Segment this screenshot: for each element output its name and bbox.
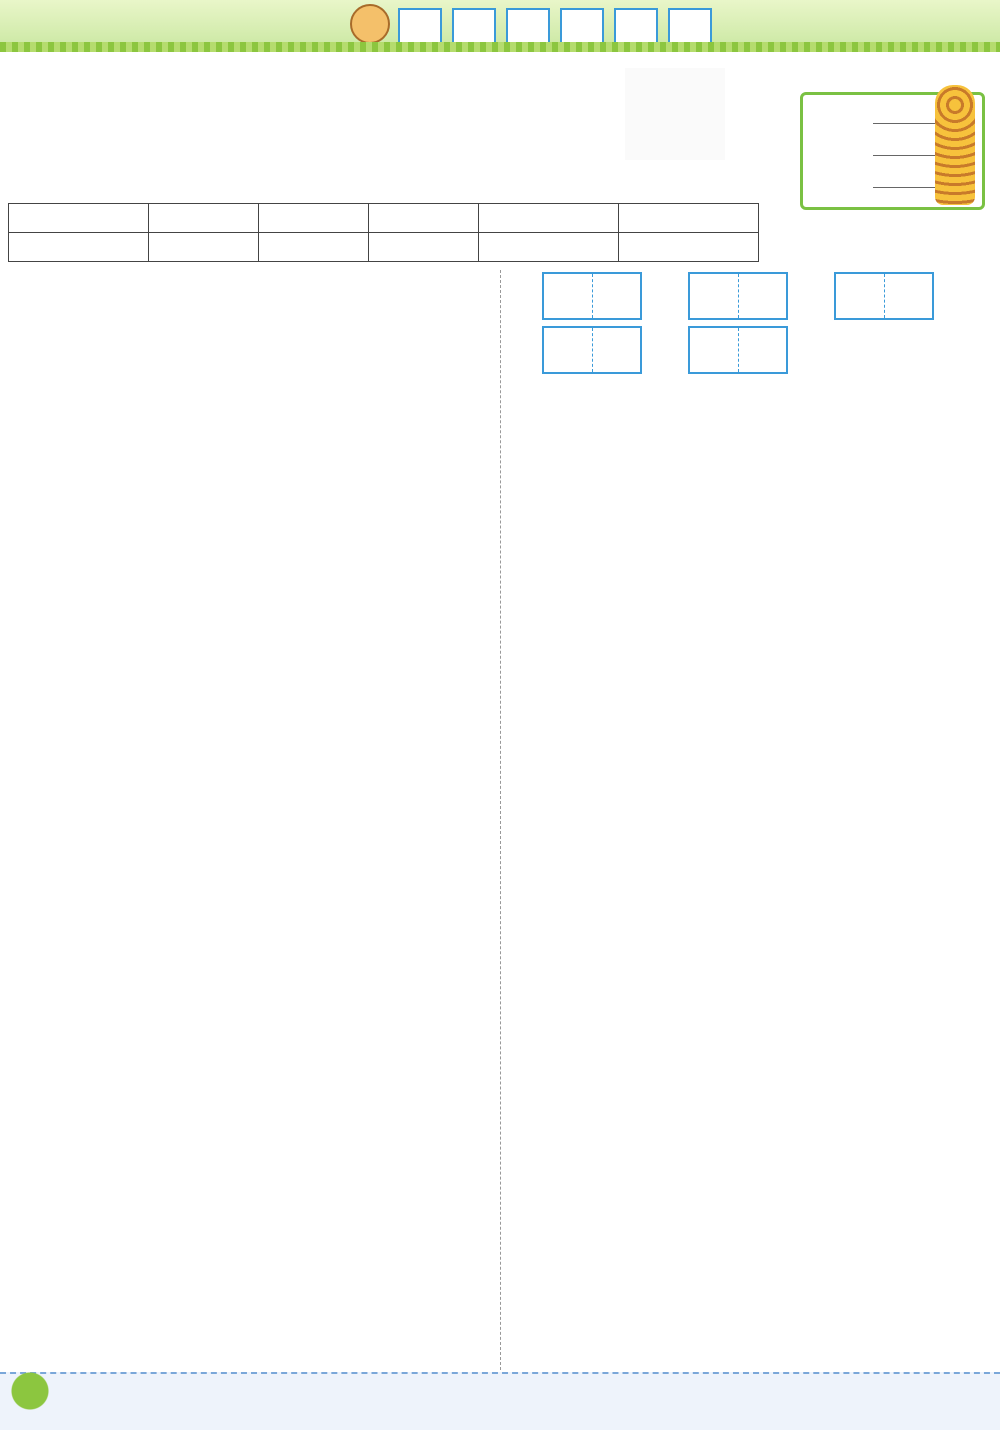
tianzige-box [834, 272, 934, 320]
score-table [8, 203, 759, 262]
pinyin-group [542, 326, 642, 374]
pinyin-group [542, 272, 642, 320]
question-line [8, 297, 490, 324]
score-header [619, 204, 759, 233]
tianzige-box [688, 272, 788, 320]
answer-char[interactable] [738, 274, 786, 318]
q11-sentence [512, 473, 1000, 505]
question-line [8, 429, 490, 456]
score-header [9, 204, 149, 233]
brand-tile [398, 8, 442, 44]
score-header [479, 204, 619, 233]
tree-icon [0, 1366, 60, 1426]
q10-part2 [512, 412, 1000, 446]
brand-tile [614, 8, 658, 44]
tianzige-box [688, 326, 788, 374]
column-divider [500, 270, 501, 1375]
question-line [8, 350, 490, 377]
giraffe-icon [935, 85, 975, 205]
pinyin-group [688, 326, 788, 374]
answer-char[interactable] [592, 328, 640, 372]
answer-char[interactable] [884, 274, 932, 318]
answer-char[interactable] [544, 274, 592, 318]
score-header [369, 204, 479, 233]
question-line [8, 456, 490, 483]
score-row-label [9, 233, 149, 262]
right-column [512, 270, 1000, 513]
score-cell[interactable] [259, 233, 369, 262]
brand-tile [668, 8, 712, 44]
grass-decoration [0, 42, 1000, 52]
brand-tile [506, 8, 550, 44]
answer-char[interactable] [836, 274, 884, 318]
score-cell[interactable] [479, 233, 619, 262]
question-line [8, 403, 490, 430]
answer-char[interactable] [690, 274, 738, 318]
q10-part1 [512, 378, 1000, 412]
answer-char[interactable] [592, 274, 640, 318]
answer-char[interactable] [544, 328, 592, 372]
score-cell[interactable] [369, 233, 479, 262]
mascot-icon [350, 4, 390, 44]
pinyin-group [834, 272, 934, 320]
answer-char[interactable] [738, 328, 786, 372]
score-header [149, 204, 259, 233]
qr-code[interactable] [625, 68, 725, 160]
tianzige-box [542, 272, 642, 320]
brand-tile [560, 8, 604, 44]
tianzige-box [542, 326, 642, 374]
question-line [8, 270, 490, 297]
score-cell[interactable] [149, 233, 259, 262]
question-line [8, 323, 490, 350]
brand-tile [452, 8, 496, 44]
answer-char[interactable] [690, 328, 738, 372]
pinyin-grid [512, 270, 1000, 378]
score-header [259, 204, 369, 233]
left-column [8, 270, 490, 482]
question-line [8, 376, 490, 403]
pinyin-group [688, 272, 788, 320]
header-bar [0, 0, 1000, 52]
brand-tiles [398, 8, 712, 44]
footer [0, 1372, 1000, 1430]
score-cell[interactable] [619, 233, 759, 262]
q11-row [512, 446, 1000, 473]
